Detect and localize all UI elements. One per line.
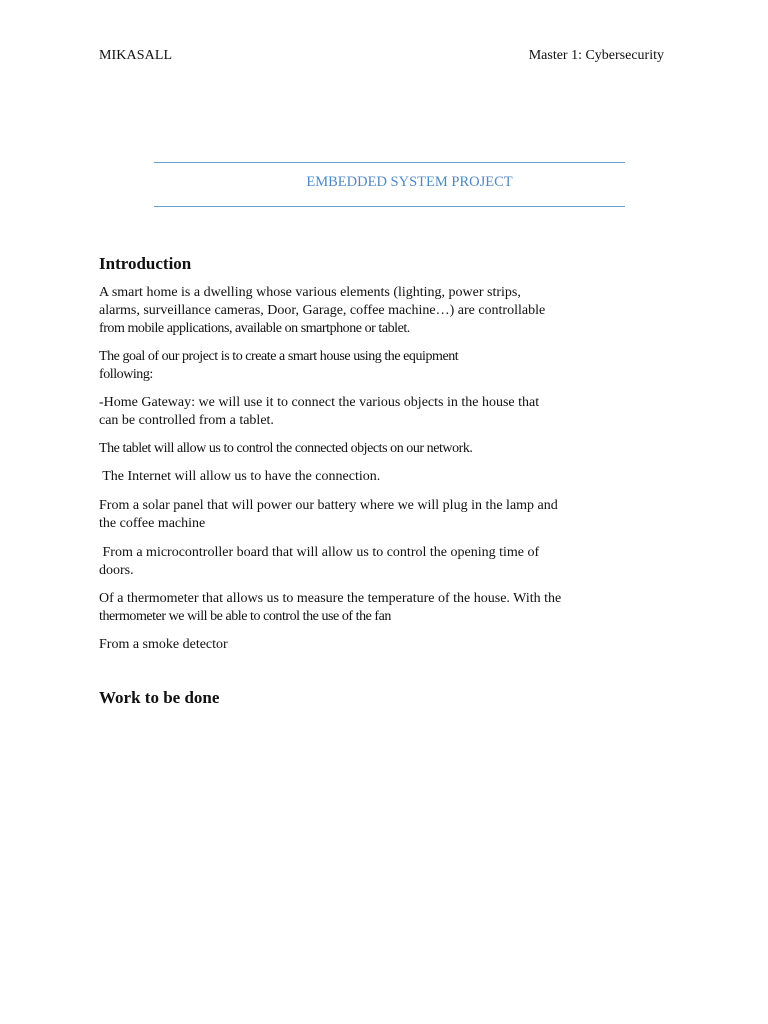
document-body <box>99 253 619 709</box>
paragraph-thermometer-line-1: Of a thermometer that allows us to measure the temperature of the house. With the <box>99 591 562 606</box>
paragraph-tablet: The tablet will allow us to control the connected objects on our network. <box>99 441 473 456</box>
paragraph-microcontroller-line-1: From a microcontroller board that will allow us to control the opening time of <box>99 545 540 560</box>
paragraph-microcontroller-line-2: doors. <box>99 563 134 578</box>
paragraph-solar-line-2: the coffee machine <box>99 516 206 531</box>
introduction-heading: Introduction <box>99 254 192 273</box>
paragraph-smart-home-line-3: from mobile applications, available on smartphone or tablet. <box>99 321 410 336</box>
document-title: EMBEDDED SYSTEM PROJECT <box>306 174 513 190</box>
work-heading: Work to be done <box>99 688 220 707</box>
paragraph-smart-home-line-1: A smart home is a dwelling whose various elements (lighting, power strips, <box>99 285 521 300</box>
paragraph-smoke-detector: From a smoke detector <box>99 637 228 652</box>
paragraph-gateway-line-1: -Home Gateway: we will use it to connect the various objects in the house that <box>99 395 540 410</box>
paragraph-goal-line-2: following: <box>99 367 153 382</box>
paragraph-solar-line-1: From a solar panel that will power our battery where we will plug in the lamp and <box>99 498 558 513</box>
paragraph-internet: The Internet will allow us to have the connection. <box>99 469 381 484</box>
paragraph-smart-home-line-2: alarms, surveillance cameras, Door, Garage, coffee machine…) are controllable <box>99 303 546 318</box>
paragraph-goal-line-1: The goal of our project is to create a smart house using the equipment <box>99 349 459 364</box>
title-block <box>154 162 625 207</box>
paragraph-gateway-line-2: can be controlled from a tablet. <box>99 413 274 428</box>
paragraph-thermometer-line-2: thermometer we will be able to control the use of the fan <box>99 609 391 624</box>
header-author: MIKASALL <box>99 48 173 63</box>
header-course: Master 1: Cybersecurity <box>528 48 664 63</box>
